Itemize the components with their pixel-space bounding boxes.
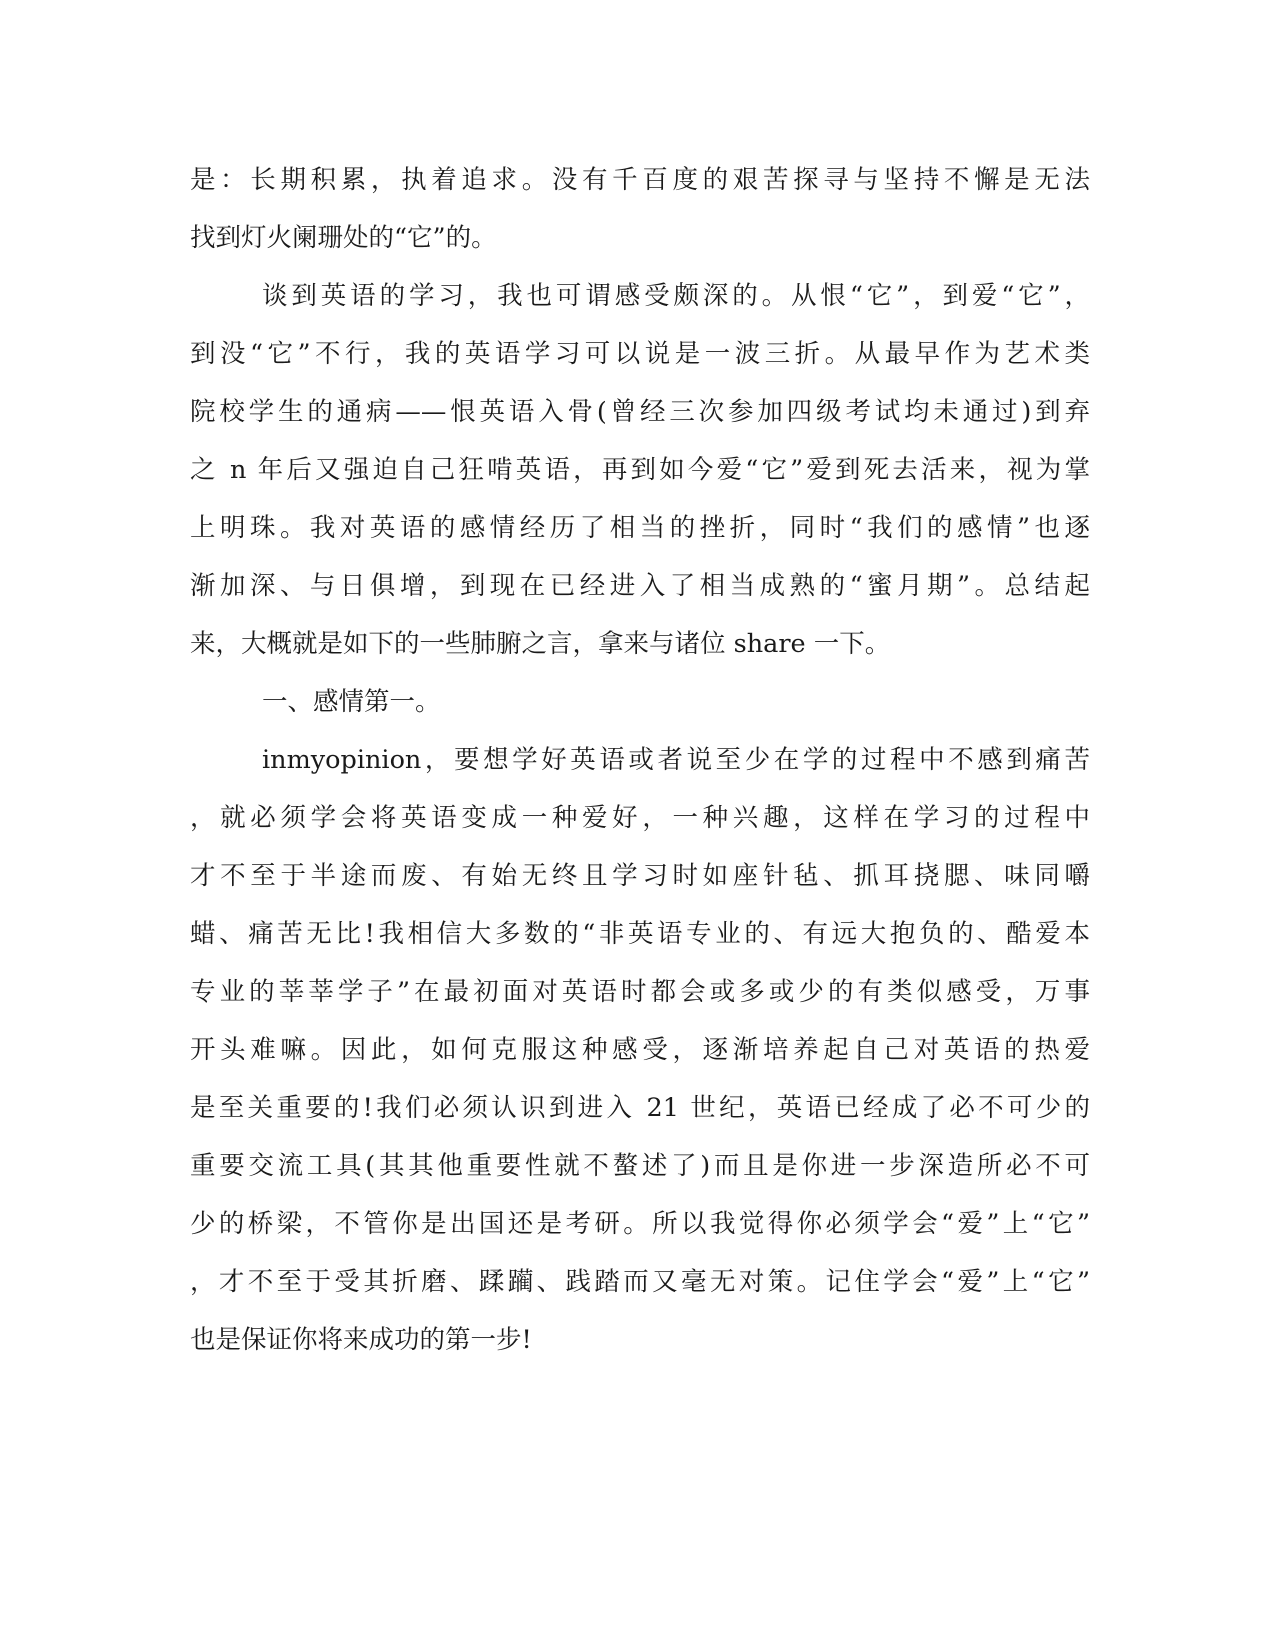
text-line: 上明珠。我对英语的感情经历了相当的挫折，同时“我们的感情”也逐 [190,513,1090,543]
text-line: ，就必须学会将英语变成一种爱好，一种兴趣，这样在学习的过程中 [190,803,1090,833]
text-line: 重要交流工具(其其他重要性就不螯述了)而且是你进一步深造所必不可 [190,1151,1090,1181]
text-line: 少的桥梁，不管你是出国还是考研。所以我觉得你必须学会“爱”上“它” [190,1209,1090,1239]
text-line: inmyopinion，要想学好英语或者说至少在学的过程中不感到痛苦 [262,745,1090,775]
text-line: 到没“它”不行，我的英语学习可以说是一波三折。从最早作为艺术类 [190,339,1090,369]
text-line: 开头难嘛。因此，如何克服这种感受，逐渐培养起自己对英语的热爱 [190,1035,1090,1065]
text-line: 是至关重要的!我们必须认识到进入 21 世纪，英语已经成了必不可少的 [190,1093,1090,1123]
text-line: 蜡、痛苦无比!我相信大多数的“非英语专业的、有远大抱负的、酷爱本 [190,919,1090,949]
text-line: 也是保证你将来成功的第一步! [190,1325,532,1355]
text-line: 才不至于半途而废、有始无终且学习时如座针毡、抓耳挠腮、味同嚼 [190,861,1090,891]
text-line: 找到灯火阑珊处的“它”的。 [190,223,497,253]
text-line: ，才不至于受其折磨、蹂躏、践踏而又毫无对策。记住学会“爱”上“它” [190,1267,1090,1297]
text-line: 渐加深、与日俱增，到现在已经进入了相当成熟的“蜜月期”。总结起 [190,571,1090,601]
text-line: 院校学生的通病——恨英语入骨(曾经三次参加四级考试均未通过)到弃 [190,397,1090,427]
text-line: 是：长期积累，执着追求。没有千百度的艰苦探寻与坚持不懈是无法 [190,165,1090,195]
text-line: 之 n 年后又强迫自己狂啃英语，再到如今爱“它”爱到死去活来，视为掌 [190,455,1090,485]
text-line: 来，大概就是如下的一些肺腑之言，拿来与诸位 share 一下。 [190,629,891,659]
text-line: 专业的莘莘学子”在最初面对英语时都会或多或少的有类似感受，万事 [190,977,1090,1007]
section-heading: 一、感情第一。 [262,687,441,717]
text-line: 谈到英语的学习，我也可谓感受颇深的。从恨“它”，到爱“它”， [262,281,1090,311]
